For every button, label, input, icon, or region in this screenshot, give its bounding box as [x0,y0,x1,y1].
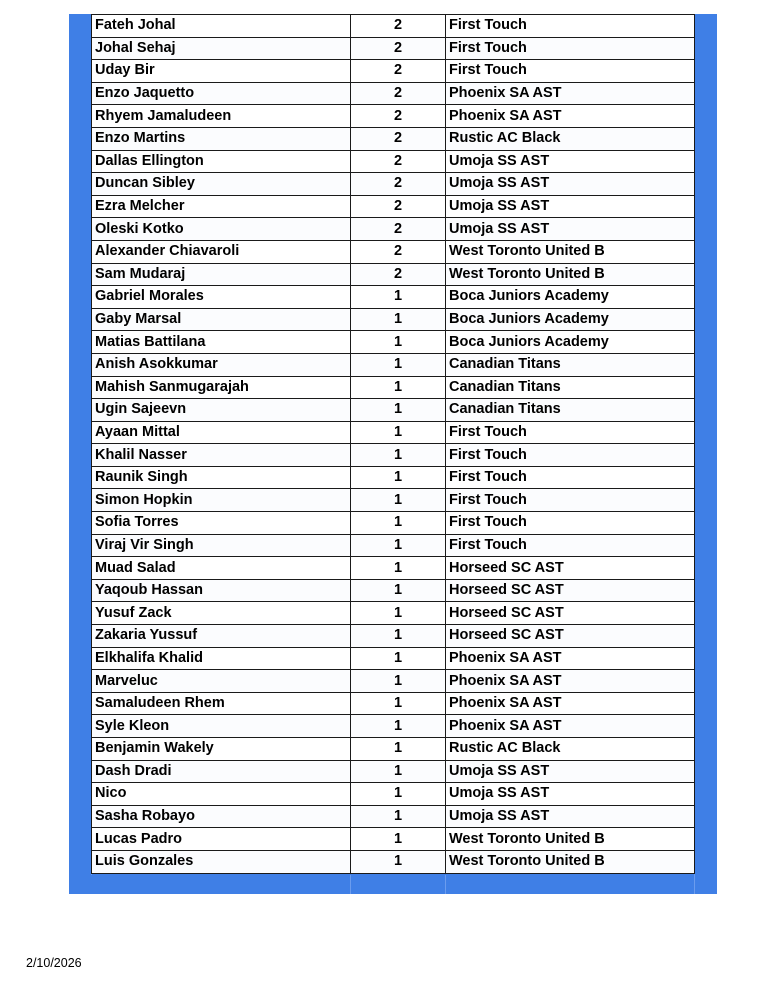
team-cell[interactable]: First Touch [446,534,695,557]
goals-cell[interactable]: 2 [351,127,446,150]
goals-cell[interactable]: 2 [351,263,446,286]
table-row [92,557,695,580]
table-row [92,692,695,715]
table-row [92,625,695,648]
table-row [92,647,695,670]
goals-cell[interactable]: 2 [351,60,446,83]
goals-cell[interactable]: 1 [351,489,446,512]
player-name-cell[interactable]: Raunik Singh [92,466,351,489]
player-name-cell[interactable]: Khalil Nasser [92,444,351,467]
table-row [92,376,695,399]
player-name-cell[interactable]: Ayaan Mittal [92,421,351,444]
goals-cell[interactable]: 2 [351,15,446,38]
team-cell[interactable]: Umoja SS AST [446,783,695,806]
team-cell[interactable]: Phoenix SA AST [446,105,695,128]
team-cell[interactable]: Umoja SS AST [446,760,695,783]
team-cell[interactable]: Boca Juniors Academy [446,286,695,309]
team-cell[interactable]: First Touch [446,15,695,38]
team-cell[interactable]: First Touch [446,421,695,444]
goals-cell[interactable]: 2 [351,195,446,218]
table-row [92,195,695,218]
goals-cell[interactable]: 1 [351,534,446,557]
table-row [92,286,695,309]
team-cell[interactable]: Horseed SC AST [446,557,695,580]
player-name-cell[interactable]: Syle Kleon [92,715,351,738]
player-name-cell[interactable]: Zakaria Yussuf [92,625,351,648]
team-cell[interactable]: First Touch [446,60,695,83]
player-name-cell[interactable]: Gaby Marsal [92,308,351,331]
player-name-cell[interactable]: Lucas Padro [92,828,351,851]
table-row [92,218,695,241]
team-cell[interactable]: Phoenix SA AST [446,692,695,715]
table-row [92,715,695,738]
grid-line [445,875,446,894]
team-cell[interactable]: West Toronto United B [446,263,695,286]
goals-cell[interactable]: 1 [351,286,446,309]
team-cell[interactable]: Boca Juniors Academy [446,331,695,354]
table-row [92,828,695,851]
player-name-cell[interactable]: Matias Battilana [92,331,351,354]
scorers-table [91,14,694,874]
goals-cell[interactable]: 1 [351,444,446,467]
goals-cell[interactable]: 2 [351,37,446,60]
table-row [92,805,695,828]
player-name-cell[interactable]: Fateh Johal [92,15,351,38]
table-row [92,489,695,512]
empty-row [91,875,694,894]
scorers-table-grid [91,14,695,874]
team-cell[interactable]: Umoja SS AST [446,218,695,241]
player-name-cell[interactable]: Enzo Martins [92,127,351,150]
table-row [92,466,695,489]
goals-cell[interactable]: 1 [351,353,446,376]
player-name-cell[interactable]: Alexander Chiavaroli [92,240,351,263]
player-name-cell[interactable]: Benjamin Wakely [92,738,351,761]
player-name-cell[interactable]: Uday Bir [92,60,351,83]
team-cell[interactable]: Rustic AC Black [446,738,695,761]
team-cell[interactable]: First Touch [446,466,695,489]
player-name-cell[interactable]: Luis Gonzales [92,850,351,873]
table-row [92,353,695,376]
goals-cell[interactable]: 1 [351,738,446,761]
team-cell[interactable]: First Touch [446,444,695,467]
goals-cell[interactable]: 2 [351,105,446,128]
table-row [92,602,695,625]
player-name-cell[interactable]: Yaqoub Hassan [92,579,351,602]
table-row [92,534,695,557]
player-name-cell[interactable]: Ugin Sajeevn [92,399,351,422]
team-cell[interactable]: Phoenix SA AST [446,715,695,738]
goals-cell[interactable]: 1 [351,692,446,715]
table-row [92,127,695,150]
player-name-cell[interactable]: Dallas Ellington [92,150,351,173]
table-row [92,15,695,38]
team-cell[interactable]: Umoja SS AST [446,805,695,828]
player-name-cell[interactable]: Ezra Melcher [92,195,351,218]
team-cell[interactable]: First Touch [446,512,695,535]
goals-cell[interactable]: 2 [351,173,446,196]
table-body [92,15,695,874]
table-row [92,760,695,783]
goals-cell[interactable]: 2 [351,82,446,105]
team-cell[interactable]: Umoja SS AST [446,150,695,173]
print-date: 2/10/2026 [26,956,82,970]
player-name-cell[interactable]: Duncan Sibley [92,173,351,196]
goals-cell[interactable]: 1 [351,308,446,331]
table-row [92,783,695,806]
player-name-cell[interactable]: Marveluc [92,670,351,693]
goals-cell[interactable]: 1 [351,376,446,399]
team-cell[interactable]: First Touch [446,489,695,512]
player-name-cell[interactable]: Gabriel Morales [92,286,351,309]
goals-cell[interactable]: 1 [351,760,446,783]
goals-cell[interactable]: 1 [351,670,446,693]
player-name-cell[interactable]: Johal Sehaj [92,37,351,60]
table-row [92,82,695,105]
team-cell[interactable]: West Toronto United B [446,240,695,263]
player-name-cell[interactable]: Dash Dradi [92,760,351,783]
team-cell[interactable]: Umoja SS AST [446,173,695,196]
player-name-cell[interactable]: Viraj Vir Singh [92,534,351,557]
goals-cell[interactable]: 1 [351,399,446,422]
goals-cell[interactable]: 1 [351,850,446,873]
team-cell[interactable]: West Toronto United B [446,850,695,873]
team-cell[interactable]: Canadian Titans [446,353,695,376]
team-cell[interactable]: Canadian Titans [446,376,695,399]
goals-cell[interactable]: 2 [351,218,446,241]
team-cell[interactable]: Boca Juniors Academy [446,308,695,331]
grid-line [350,875,351,894]
table-row [92,105,695,128]
table-row [92,240,695,263]
table-row [92,670,695,693]
goals-cell[interactable]: 1 [351,512,446,535]
player-name-cell[interactable]: Oleski Kotko [92,218,351,241]
spreadsheet-background [69,14,717,894]
team-cell[interactable]: Horseed SC AST [446,625,695,648]
team-cell[interactable]: First Touch [446,37,695,60]
team-cell[interactable]: Phoenix SA AST [446,647,695,670]
goals-cell[interactable]: 1 [351,625,446,648]
table-row [92,60,695,83]
goals-cell[interactable]: 1 [351,421,446,444]
goals-cell[interactable]: 1 [351,647,446,670]
player-name-cell[interactable]: Mahish Sanmugarajah [92,376,351,399]
table-row [92,738,695,761]
team-cell[interactable]: Horseed SC AST [446,579,695,602]
table-row [92,512,695,535]
player-name-cell[interactable]: Muad Salad [92,557,351,580]
table-row [92,579,695,602]
player-name-cell[interactable]: Sasha Robayo [92,805,351,828]
player-name-cell[interactable]: Sam Mudaraj [92,263,351,286]
team-cell[interactable]: Phoenix SA AST [446,670,695,693]
team-cell[interactable]: Rustic AC Black [446,127,695,150]
goals-cell[interactable]: 2 [351,150,446,173]
player-name-cell[interactable]: Sofia Torres [92,512,351,535]
goals-cell[interactable]: 1 [351,579,446,602]
goals-cell[interactable]: 1 [351,715,446,738]
player-name-cell[interactable]: Samaludeen Rhem [92,692,351,715]
player-name-cell[interactable]: Enzo Jaquetto [92,82,351,105]
table-row [92,399,695,422]
table-row [92,37,695,60]
goals-cell[interactable]: 1 [351,466,446,489]
table-row [92,263,695,286]
table-row [92,850,695,873]
goals-cell[interactable]: 1 [351,805,446,828]
team-cell[interactable]: Horseed SC AST [446,602,695,625]
table-row [92,173,695,196]
player-name-cell[interactable]: Rhyem Jamaludeen [92,105,351,128]
team-cell[interactable]: Umoja SS AST [446,195,695,218]
goals-cell[interactable]: 1 [351,783,446,806]
player-name-cell[interactable]: Simon Hopkin [92,489,351,512]
player-name-cell[interactable]: Anish Asokkumar [92,353,351,376]
table-row [92,421,695,444]
goals-cell[interactable]: 2 [351,240,446,263]
player-name-cell[interactable]: Yusuf Zack [92,602,351,625]
goals-cell[interactable]: 1 [351,828,446,851]
goals-cell[interactable]: 1 [351,557,446,580]
player-name-cell[interactable]: Elkhalifa Khalid [92,647,351,670]
table-row [92,444,695,467]
table-row [92,150,695,173]
team-cell[interactable]: Phoenix SA AST [446,82,695,105]
team-cell[interactable]: West Toronto United B [446,828,695,851]
table-row [92,308,695,331]
goals-cell[interactable]: 1 [351,331,446,354]
table-row [92,331,695,354]
player-name-cell[interactable]: Nico [92,783,351,806]
goals-cell[interactable]: 1 [351,602,446,625]
team-cell[interactable]: Canadian Titans [446,399,695,422]
